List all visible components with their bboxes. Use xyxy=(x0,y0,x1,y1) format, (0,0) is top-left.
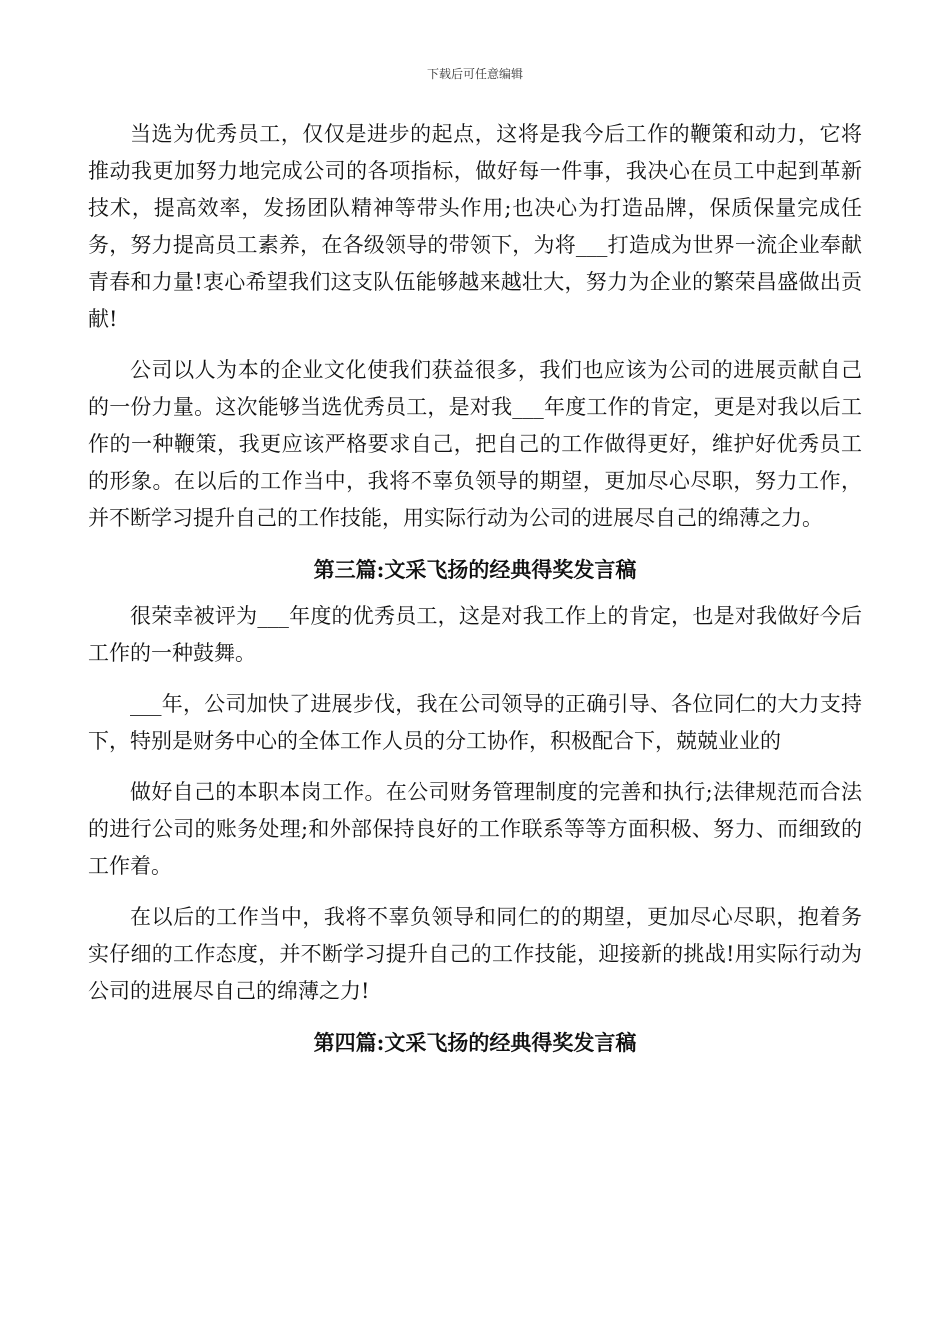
page-header-note: 下载后可任意编辑 xyxy=(426,67,523,81)
paragraph-3: 很荣幸被评为___年度的优秀员工，这是对我工作上的肯定，也是对我做好今后工作的一种鼓舞。 xyxy=(88,604,862,665)
document-body xyxy=(88,116,862,1061)
paragraph-1: 当选为优秀员工，仅仅是进步的起点，这将是我今后工作的鞭策和动力，它将推动我更加努力地完成公司的各项指标，做好每一件事，我决心在员工中起到革新技术，提高效率，发扬团队精神等带头作用;也决心为打造品牌，保质保量完成任务，努力提高员工素养，在各级领导的带领下，为将___打造成为世界一流企业奉献青春和力量!衷心希望我们这支队伍能够越来越壮大，努力为企业的繁荣昌盛做出贡献! xyxy=(88,122,862,331)
paragraph-4: ___年，公司加快了进展步伐，我在公司领导的正确引导、各位同仁的大力支持下，特别是财务中心的全体工作人员的分工协作，积极配合下，兢兢业业的 xyxy=(88,692,862,753)
section-heading-3: 第三篇:文采飞扬的经典得奖发言稿 xyxy=(313,557,637,582)
section-heading-4: 第四篇:文采飞扬的经典得奖发言稿 xyxy=(313,1030,637,1055)
paragraph-2: 公司以人为本的企业文化使我们获益很多，我们也应该为公司的进展贡献自己的一份力量。这次能够当选优秀员工，是对我___年度工作的肯定，更是对我以后工作的一种鞭策，我更应该严格要求自己，把自己的工作做得更好，维护好优秀员工的形象。在以后的工作当中，我将不辜负领导的期望，更加尽心尽职，努力工作，并不断学习提升自己的工作技能，用实际行动为公司的进展尽自己的绵薄之力。 xyxy=(88,358,862,530)
paragraph-5: 做好自己的本职本岗工作。在公司财务管理制度的完善和执行;法律规范而合法的进行公司的账务处理;和外部保持良好的工作联系等等方面积极、努力、而细致的工作着。 xyxy=(88,780,862,878)
paragraph-6: 在以后的工作当中，我将不辜负领导和同仁的的期望，更加尽心尽职，抱着务实仔细的工作态度，并不断学习提升自己的工作技能，迎接新的挑战!用实际行动为公司的进展尽自己的绵薄之力! xyxy=(88,905,862,1003)
